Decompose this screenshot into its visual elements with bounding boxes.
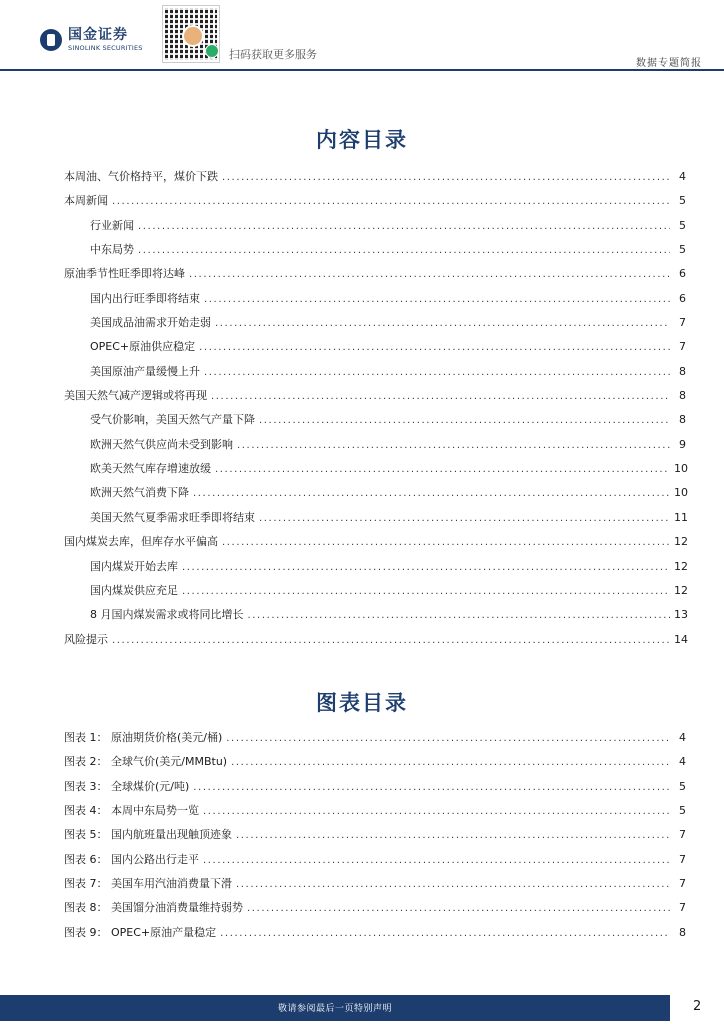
toc-dot-leader [204, 367, 670, 378]
toc-dot-leader [226, 733, 670, 744]
toc-dot-leader [112, 196, 670, 207]
toc-entry-page: 8 [679, 364, 686, 378]
toc-dot-leader [222, 172, 670, 183]
toc-entry-page: 8 [679, 925, 686, 939]
toc-entry[interactable] [64, 192, 686, 216]
toc-entry[interactable] [64, 753, 686, 777]
toc-dot-leader [112, 635, 670, 646]
logo-name-en: SINOLINK SECURITIES [68, 44, 143, 52]
toc-entry-label: 美国天然气夏季需求旺季即将结束 [90, 510, 255, 524]
toc-dot-leader [211, 391, 670, 402]
page-number: 2 [693, 999, 702, 1014]
toc-entry-page: 6 [679, 291, 686, 305]
toc-entry-page: 5 [679, 804, 686, 818]
company-logo [40, 28, 143, 52]
toc-entry-page: 10 [674, 462, 688, 476]
footer-notice: 敬请参阅最后一页特别声明 [277, 1004, 392, 1014]
toc-dot-leader [189, 269, 670, 280]
toc-entry-label: 图表 8： 美国馏分油消费量维持弱势 [64, 901, 243, 915]
toc-entry[interactable] [64, 729, 686, 753]
qr-caption: 扫码获取更多服务 [229, 48, 317, 61]
figures-title: 图表目录 [316, 691, 408, 715]
logo-icon [40, 29, 62, 51]
toc-entry[interactable] [64, 168, 686, 192]
toc-entry-page: 7 [679, 828, 686, 842]
toc-entry-page: 12 [674, 583, 688, 597]
toc-dot-leader [215, 464, 670, 475]
toc-entry-label: 图表 1： 原油期货价格(美元/桶) [64, 731, 223, 744]
toc-entry-page: 13 [674, 608, 688, 622]
toc-entry-label: 行业新闻 [90, 218, 134, 232]
toc-entry[interactable] [64, 606, 686, 630]
toc-entry[interactable] [64, 899, 686, 923]
toc-entry-label: 图表 3： 全球煤价(元/吨) [64, 779, 190, 793]
toc-entry-label: 国内煤炭去库，但库存水平偏高 [64, 535, 218, 549]
toc-entry[interactable] [64, 387, 686, 411]
toc-entry-label: 国内煤炭开始去库 [90, 559, 178, 573]
toc-dot-leader [248, 610, 671, 621]
toc-entry-label: 欧洲天然气供应尚未受到影响 [90, 437, 233, 451]
toc-dot-leader [259, 415, 670, 426]
toc-entry-label: 风险提示 [64, 632, 108, 646]
toc-entry-page: 14 [674, 632, 688, 646]
toc-entry[interactable] [64, 778, 686, 802]
toc-entry-page: 5 [679, 194, 686, 208]
toc-entry[interactable] [64, 875, 686, 899]
wechat-icon [205, 44, 219, 58]
toc-entry-label: 图表 7： 美国车用汽油消费量下滑 [64, 877, 232, 891]
toc-entry-page: 12 [674, 535, 688, 549]
toc-entry-label: 原油季节性旺季即将达峰 [64, 267, 185, 281]
toc-entry-page: 4 [679, 755, 686, 769]
toc-dot-leader [237, 440, 670, 451]
logo-name-cn: 国金证券 [68, 27, 128, 43]
toc-entry[interactable] [64, 484, 686, 508]
toc-entry-label: 图表 4： 本周中东局势一览 [64, 804, 199, 818]
toc-entry-label: 本周新闻 [64, 194, 108, 208]
report-type-label: 数据专题简报 [636, 58, 702, 69]
toc-entry-page: 7 [679, 877, 686, 891]
toc-entry-label: 美国原油产量缓慢上升 [90, 364, 200, 378]
toc-dot-leader [138, 221, 670, 232]
toc-entry-page: 6 [679, 267, 686, 281]
toc-dot-leader [222, 537, 670, 548]
toc-dot-leader [203, 855, 670, 866]
toc-entry-label: 国内出行旺季即将结束 [90, 291, 200, 305]
toc-dot-leader [204, 294, 670, 305]
toc-entry-page: 8 [679, 389, 686, 403]
toc-entry-page: 11 [674, 510, 688, 524]
toc-entry-label: OPEC+原油供应稳定 [90, 340, 196, 354]
toc-dot-leader [182, 562, 670, 573]
toc-entry-page: 5 [679, 243, 686, 257]
toc-entry[interactable] [64, 826, 686, 850]
toc-dot-leader [247, 903, 670, 914]
toc-entry-label: 图表 6： 国内公路出行走平 [64, 852, 199, 866]
contents-list [64, 168, 686, 655]
toc-dot-leader [203, 806, 670, 817]
toc-entry[interactable] [64, 509, 686, 533]
toc-entry-page: 5 [679, 779, 686, 793]
toc-entry-label: 欧洲天然气消费下降 [90, 486, 189, 500]
toc-entry-label: 图表 5： 国内航班量出现触顶迹象 [64, 828, 232, 842]
toc-dot-leader [220, 928, 670, 939]
header-divider [0, 69, 724, 71]
toc-entry[interactable] [64, 363, 686, 387]
toc-entry-page: 7 [679, 901, 686, 915]
toc-entry[interactable] [64, 851, 686, 875]
toc-entry[interactable] [64, 533, 686, 557]
toc-entry-label: 国内煤炭供应充足 [90, 583, 178, 597]
toc-entry-page: 4 [679, 731, 686, 744]
toc-dot-leader [193, 488, 670, 499]
toc-entry-label: 受气价影响，美国天然气产量下降 [90, 413, 255, 427]
toc-dot-leader [199, 342, 670, 353]
toc-entry-page: 5 [679, 218, 686, 232]
toc-entry[interactable] [64, 338, 686, 362]
toc-entry-label: 美国天然气减产逻辑或将再现 [64, 389, 207, 403]
toc-entry-page: 7 [679, 316, 686, 330]
toc-dot-leader [231, 757, 670, 768]
toc-entry[interactable] [64, 436, 686, 460]
toc-entry-label: 欧美天然气库存增速放缓 [90, 462, 211, 476]
toc-entry[interactable] [64, 460, 686, 484]
figures-list [64, 729, 686, 948]
toc-dot-leader [215, 318, 670, 329]
toc-entry-label: 图表 2： 全球气价(美元/MMBtu) [64, 755, 228, 769]
toc-entry-page: 7 [679, 852, 686, 866]
toc-dot-leader [236, 830, 670, 841]
contents-title: 内容目录 [316, 128, 408, 152]
toc-entry[interactable] [64, 241, 686, 265]
toc-entry[interactable] [64, 411, 686, 435]
page-header [0, 0, 724, 70]
toc-entry-label: 美国成品油需求开始走弱 [90, 316, 211, 330]
toc-dot-leader [236, 879, 670, 890]
toc-entry-page: 9 [679, 437, 686, 451]
toc-entry-page: 7 [679, 340, 686, 354]
toc-entry[interactable] [64, 631, 686, 655]
toc-dot-leader [182, 586, 670, 597]
toc-entry-page: 8 [679, 413, 686, 427]
toc-entry[interactable] [64, 265, 686, 289]
toc-entry-page: 10 [674, 486, 688, 500]
toc-entry[interactable] [64, 924, 686, 948]
toc-entry[interactable] [64, 558, 686, 582]
toc-entry[interactable] [64, 582, 686, 606]
toc-dot-leader [138, 245, 670, 256]
toc-entry-label: 图表 9： OPEC+原油产量稳定 [64, 925, 217, 939]
toc-entry-page: 4 [679, 170, 686, 183]
toc-dot-leader [193, 782, 670, 793]
toc-dot-leader [259, 513, 670, 524]
toc-entry[interactable] [64, 290, 686, 314]
toc-entry[interactable] [64, 314, 686, 338]
toc-entry[interactable] [64, 802, 686, 826]
toc-entry-label: 中东局势 [90, 243, 134, 257]
toc-entry-page: 12 [674, 559, 688, 573]
toc-entry-label: 本周油、气价格持平，煤价下跌 [64, 170, 218, 183]
toc-entry-label: 8 月国内煤炭需求或将同比增长 [90, 608, 244, 622]
toc-entry[interactable] [64, 217, 686, 241]
